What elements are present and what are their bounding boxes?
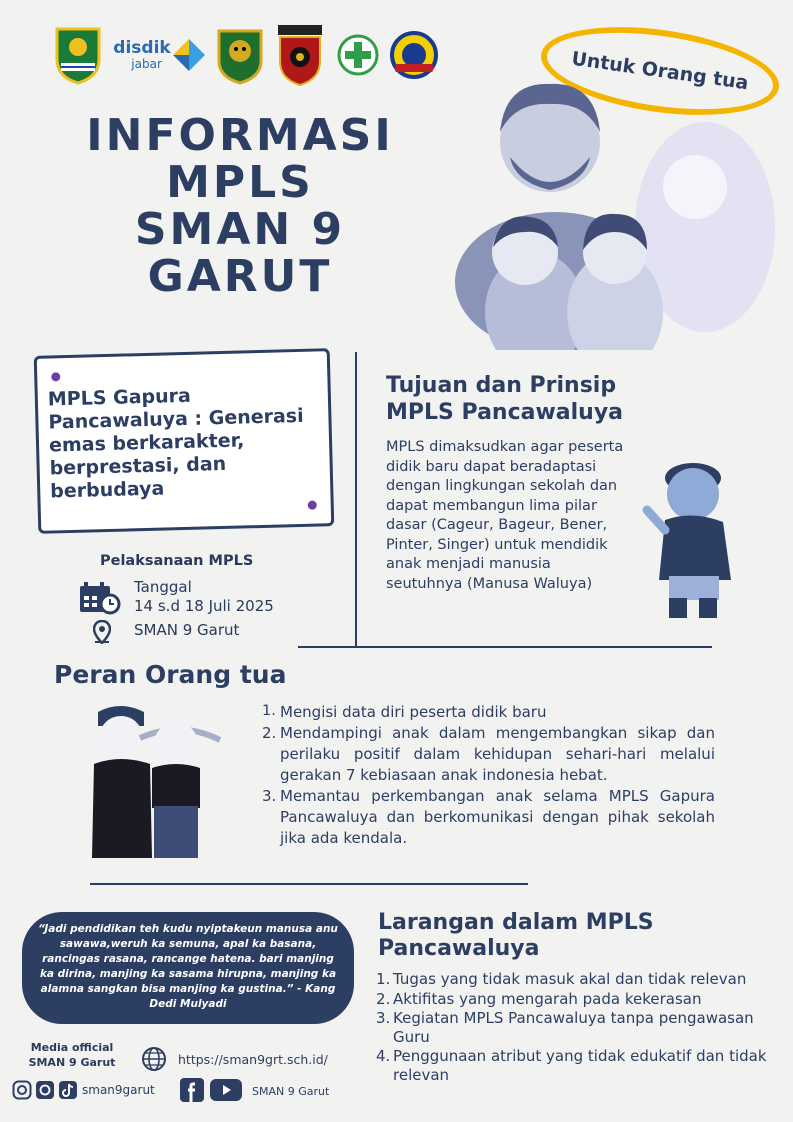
video-social-icons	[180, 1078, 242, 1106]
theme-box	[34, 348, 335, 534]
social-icons	[12, 1080, 78, 1104]
list-number: 2.	[376, 989, 391, 1008]
title-line-2: MPLS	[166, 157, 314, 208]
youtube-icon[interactable]	[210, 1078, 242, 1106]
disdik-jabar-logo	[110, 24, 210, 86]
list-text: Tugas yang tidak masuk akal dan tidak relevan	[393, 970, 747, 988]
larangan-list	[376, 970, 768, 1085]
tujuan-heading-line-1: Tujuan dan Prinsip	[386, 373, 617, 398]
main-title	[30, 112, 450, 300]
family-illustration	[455, 72, 785, 350]
list-text: Kegiatan MPLS Pancawaluya tanpa pengawasan Guru	[393, 1009, 754, 1046]
threads-icon[interactable]	[35, 1080, 55, 1104]
date-value: 14 s.d 18 Juli 2025	[134, 597, 274, 615]
social-handle[interactable]: sman9garut	[82, 1083, 155, 1097]
polda-jabar-logo	[274, 24, 326, 86]
date-label: Tanggal	[134, 578, 192, 596]
list-number: 1.	[262, 703, 276, 719]
list-number: 3.	[262, 787, 277, 805]
location-text: SMAN 9 Garut	[134, 621, 240, 639]
audience-badge-text: Untuk Orang tua	[570, 47, 750, 95]
health-cross-logo	[336, 24, 380, 86]
title-line-1: INFORMASI	[86, 110, 394, 161]
location-pin-icon	[93, 620, 111, 648]
purple-dot	[308, 501, 317, 510]
disdik-mark-icon	[171, 37, 207, 73]
list-item	[262, 702, 715, 723]
jabar-text: jabar	[131, 57, 162, 71]
quote-text: “Jadi pendidikan teh kudu nyiptakeun manusa anu sawawa,weruh ka semuna, apal ka basana, rancingas rasana, rancange hatena. bari manjing ka dirina, manjing ka sasama hirupna, manjing ka alamna sangkan bisa manjing ka gustina.” - Kang Dedi Mulyadi	[38, 923, 338, 1010]
list-text: Mengisi data diri peserta didik baru	[280, 703, 547, 721]
larangan-heading-line-1: Larangan dalam MPLS	[378, 910, 654, 935]
quote-bubble	[22, 912, 354, 1024]
list-number: 3.	[376, 1009, 391, 1027]
peran-list	[262, 702, 715, 849]
list-item	[376, 1009, 768, 1047]
couple-illustration	[90, 700, 230, 862]
peran-heading: Peran Orang tua	[54, 660, 287, 689]
jabar-logo	[52, 24, 104, 86]
list-text: Penggunaan atribut yang tidak edukatif dan tidak relevan	[393, 1047, 767, 1084]
website-link[interactable]: https://sman9grt.sch.id/	[178, 1052, 328, 1067]
list-text: Mendampingi anak dalam mengembangkan sikap dan perilaku positif dalam kehidupan sehari-hari melalui gerakan 7 kebiasaan anak indonesia hebat.	[280, 724, 715, 784]
pelaksanaan-heading: Pelaksanaan MPLS	[100, 553, 254, 569]
media-label-line-1: Media official	[30, 1041, 114, 1054]
tujuan-heading	[386, 372, 623, 426]
larangan-heading	[378, 910, 654, 962]
list-text: Memantau perkembangan anak selama MPLS Gapura Pancawaluya dan berkomunikasi dengan pihak sekolah jika ada kendala.	[280, 787, 715, 847]
list-item	[376, 990, 768, 1010]
list-item	[376, 1047, 768, 1085]
theme-text: MPLS Gapura Pancawaluya : Generasi emas berkarakter, berprestasi, dan berbudaya	[47, 384, 304, 503]
facebook-icon[interactable]	[180, 1078, 204, 1106]
list-number: 1.	[376, 970, 391, 988]
media-label-line-2: SMAN 9 Garut	[28, 1056, 116, 1069]
horizontal-divider-2	[90, 883, 528, 885]
school-emblem-logo	[388, 24, 440, 86]
list-item	[262, 786, 715, 849]
media-label	[22, 1040, 122, 1070]
tujuan-body: MPLS dimaksudkan agar peserta didik baru dapat beradaptasi dengan lingkungan sekolah dan dapat membangun lima pilar dasar (Cageur, Bageur, Bener, Pinter, Singer) untuk mendidik anak menjadi manusia seutuhnya (Manusa Waluya)	[386, 439, 624, 592]
boy-pointing-illustration	[635, 450, 745, 626]
channel-name[interactable]: SMAN 9 Garut	[252, 1085, 330, 1098]
list-number: 2.	[262, 724, 277, 742]
larangan-heading-line-2: Pancawaluya	[378, 936, 540, 961]
globe-icon	[141, 1046, 167, 1076]
list-item	[376, 970, 768, 990]
purple-dot	[51, 372, 60, 381]
title-line-3: SMAN 9	[134, 204, 346, 255]
instagram-icon[interactable]	[12, 1080, 32, 1104]
list-item	[262, 723, 715, 786]
list-text: Aktifitas yang mengarah pada kekerasan	[393, 989, 702, 1008]
vertical-divider	[355, 352, 357, 648]
list-number: 4.	[376, 1047, 391, 1065]
siliwangi-logo	[214, 24, 266, 86]
tujuan-heading-line-2: MPLS Pancawaluya	[386, 400, 624, 425]
tiktok-icon[interactable]	[58, 1080, 78, 1104]
horizontal-divider-1	[298, 646, 712, 648]
disdik-text: disdik	[113, 38, 171, 58]
title-line-4: GARUT	[147, 251, 333, 302]
calendar-icon	[78, 580, 122, 620]
